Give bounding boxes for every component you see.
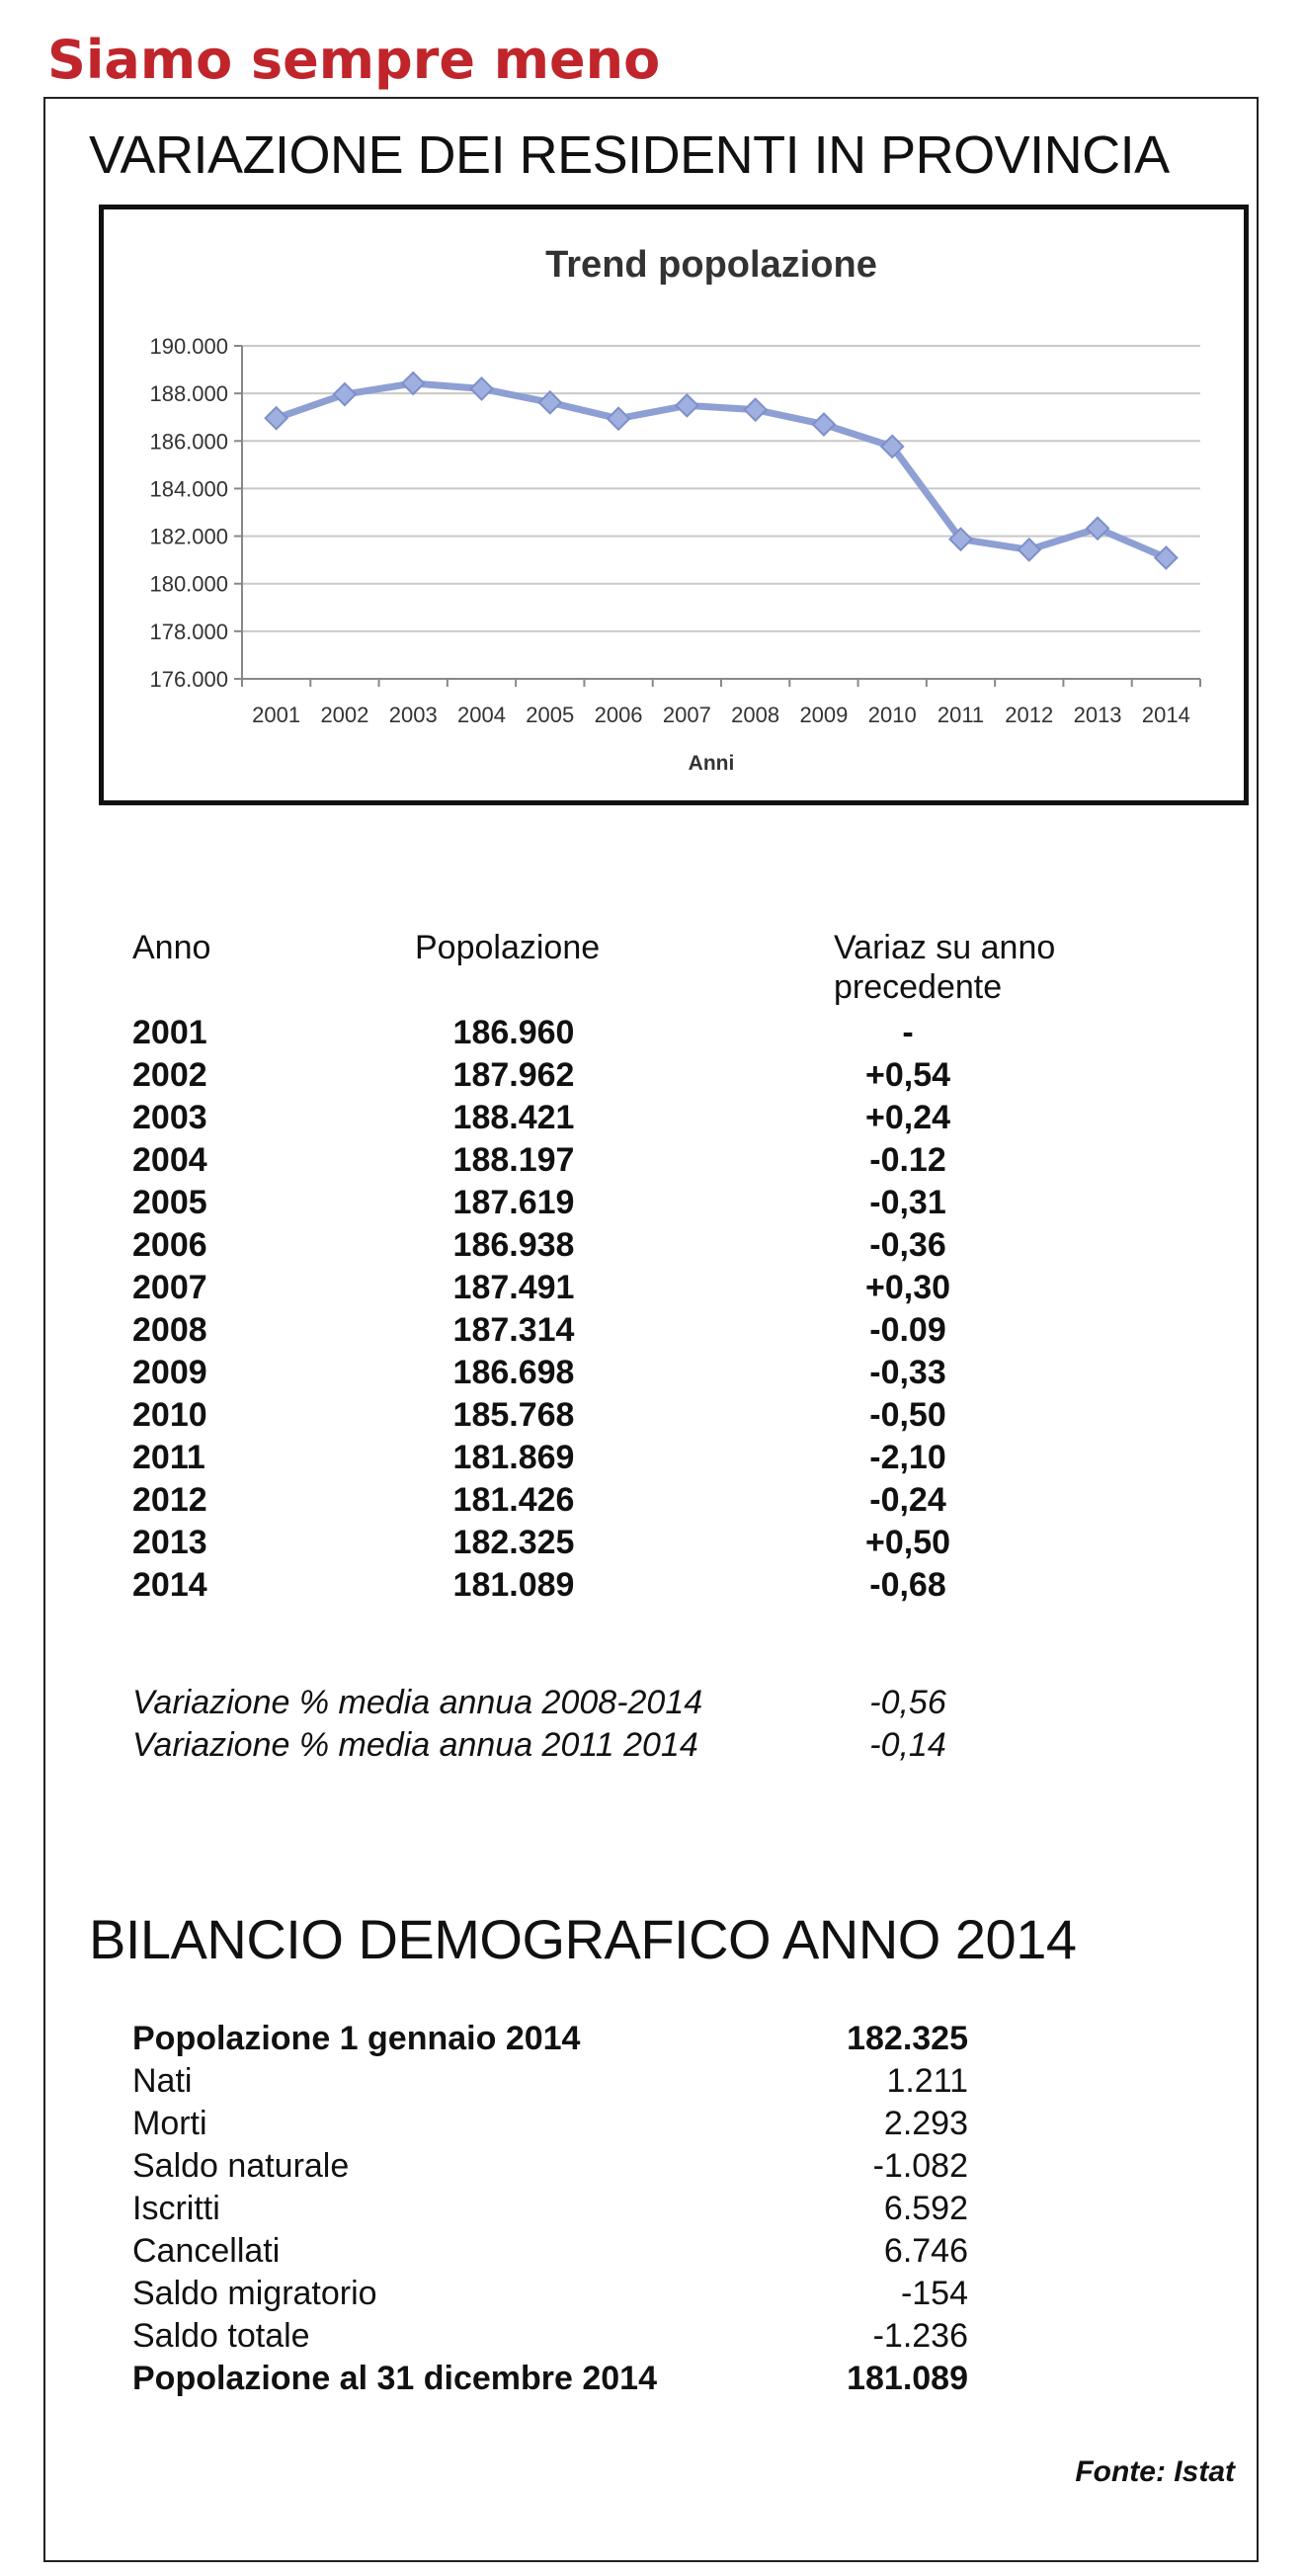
headline: Siamo sempre meno [47, 29, 661, 91]
balance-row [0, 2315, 1304, 2358]
data-point [539, 391, 561, 413]
table-row [0, 1437, 1304, 1479]
y-tick-label: 176.000 [149, 667, 228, 692]
balance-row [0, 2230, 1304, 2273]
cell-year: 2004 [132, 1141, 207, 1179]
balance-value: 6.592 [883, 2190, 968, 2227]
data-point [813, 413, 835, 435]
balance-label: Popolazione 1 gennaio 2014 [132, 2020, 581, 2057]
x-tick-label: 2005 [526, 703, 575, 727]
x-tick-label: 2014 [1141, 703, 1190, 727]
table-row [0, 1054, 1304, 1097]
cell-year: 2005 [132, 1184, 207, 1221]
cell-var: +0,30 [864, 1269, 951, 1306]
average-variation-table [0, 1682, 1304, 1771]
table-row [0, 1479, 1304, 1522]
chart-title: Trend popolazione [545, 244, 877, 286]
balance-label: Nati [132, 2062, 193, 2100]
series-line [277, 383, 1167, 557]
x-tick-label: 2006 [594, 703, 643, 727]
x-tick-label: 2011 [937, 703, 985, 727]
cell-year: 2006 [132, 1226, 207, 1264]
table-row [0, 1012, 1304, 1054]
cell-pop: 186.960 [452, 1014, 575, 1051]
x-tick-label: 2009 [799, 703, 849, 727]
cell-pop: 187.314 [452, 1311, 575, 1349]
cell-var: -0,68 [869, 1566, 946, 1604]
cell-pop: 187.962 [452, 1056, 575, 1094]
table-row [0, 1394, 1304, 1437]
data-point [471, 377, 493, 399]
x-tick-label: 2007 [662, 703, 711, 727]
data-point [1155, 547, 1177, 569]
x-axis-label: Anni [688, 752, 735, 775]
y-tick-label: 188.000 [149, 381, 228, 407]
cell-var: -2,10 [869, 1439, 946, 1476]
table-row [0, 1224, 1304, 1267]
cell-year: 2009 [132, 1354, 207, 1391]
demographic-balance-table [0, 2018, 1304, 2413]
cell-year: 2003 [132, 1099, 207, 1136]
x-tick-label: 2008 [731, 703, 780, 727]
cell-year: 2011 [132, 1439, 205, 1476]
cell-var: -0.09 [869, 1311, 946, 1349]
table-row [0, 1352, 1304, 1394]
chart-svg [104, 209, 1244, 800]
y-tick-label: 186.000 [149, 429, 228, 455]
x-tick-label: 2002 [320, 703, 369, 727]
average-row [0, 1682, 1304, 1724]
balance-value: 1.211 [886, 2062, 968, 2100]
y-tick-label: 180.000 [149, 571, 228, 597]
cell-year: 2012 [132, 1481, 207, 1519]
y-tick-label: 182.000 [149, 524, 228, 549]
balance-value: -1.236 [872, 2317, 968, 2355]
table-row [0, 1564, 1304, 1607]
average-label: Variazione % media annua 2011 2014 [132, 1726, 698, 1764]
balance-label: Saldo naturale [132, 2147, 350, 2185]
balance-label: Popolazione al 31 dicembre 2014 [132, 2360, 658, 2397]
balance-value: 2.293 [883, 2105, 968, 2142]
cell-var: -0.12 [869, 1141, 946, 1179]
source-note: Fonte: Istat [1075, 2455, 1235, 2488]
balance-value: -1.082 [872, 2147, 968, 2185]
cell-pop: 188.197 [452, 1141, 575, 1179]
cell-year: 2010 [132, 1396, 207, 1434]
data-point [402, 373, 424, 394]
cell-var: - [902, 1014, 914, 1051]
cell-var: -0,31 [869, 1184, 946, 1221]
cell-pop: 181.426 [452, 1481, 575, 1519]
cell-pop: 187.491 [452, 1269, 575, 1306]
cell-year: 2002 [132, 1056, 207, 1094]
x-tick-label: 2004 [457, 703, 506, 727]
balance-label: Morti [132, 2105, 207, 2142]
section-title-residents: VARIAZIONE DEI RESIDENTI IN PROVINCIA [89, 125, 1170, 185]
table-header-year: Anno [132, 929, 211, 966]
x-tick-label: 2010 [867, 703, 917, 727]
balance-value: 182.325 [847, 2020, 968, 2057]
average-value: -0,56 [869, 1684, 946, 1721]
table-header-population: Popolazione [415, 929, 601, 966]
balance-row [0, 2188, 1304, 2230]
cell-var: +0,50 [864, 1524, 951, 1561]
cell-pop: 185.768 [452, 1396, 575, 1434]
cell-year: 2014 [132, 1566, 207, 1604]
average-row [0, 1724, 1304, 1767]
balance-row [0, 2273, 1304, 2315]
y-tick-label: 184.000 [149, 476, 228, 502]
balance-row [0, 2060, 1304, 2103]
table-row [0, 1267, 1304, 1309]
balance-label: Saldo totale [132, 2317, 310, 2355]
cell-year: 2001 [132, 1014, 207, 1051]
balance-row [0, 2018, 1304, 2060]
cell-pop: 182.325 [452, 1524, 575, 1561]
table-header-variation: Variaz su anno [834, 929, 1056, 966]
table-header-variation-line2: precedente [834, 968, 1003, 1006]
cell-pop: 186.698 [452, 1354, 575, 1391]
cell-var: -0,24 [869, 1481, 946, 1519]
cell-pop: 188.421 [452, 1099, 575, 1136]
cell-pop: 181.089 [452, 1566, 575, 1604]
table-row [0, 1522, 1304, 1564]
table-row [0, 1182, 1304, 1224]
balance-label: Iscritti [132, 2190, 220, 2227]
x-tick-label: 2003 [388, 703, 438, 727]
data-point [608, 408, 629, 430]
cell-pop: 186.938 [452, 1226, 575, 1264]
cell-var: -0,50 [869, 1396, 946, 1434]
cell-year: 2013 [132, 1524, 207, 1561]
balance-row [0, 2103, 1304, 2145]
table-row [0, 1309, 1304, 1352]
y-tick-label: 190.000 [149, 334, 228, 359]
x-tick-label: 2013 [1073, 703, 1122, 727]
x-tick-label: 2001 [252, 703, 301, 727]
balance-label: Saldo migratorio [132, 2275, 377, 2312]
cell-year: 2007 [132, 1269, 207, 1306]
x-tick-label: 2012 [1005, 703, 1054, 727]
data-point [1019, 539, 1040, 560]
data-point [334, 383, 356, 405]
balance-value: 181.089 [847, 2360, 968, 2397]
population-trend-chart [99, 205, 1249, 805]
balance-label: Cancellati [132, 2232, 281, 2270]
table-row [0, 1097, 1304, 1139]
population-table [0, 1012, 1304, 1624]
balance-value: -154 [900, 2275, 968, 2312]
average-label: Variazione % media annua 2008-2014 [132, 1684, 703, 1721]
balance-value: 6.746 [883, 2232, 968, 2270]
cell-var: -0,36 [869, 1226, 946, 1264]
balance-row [0, 2358, 1304, 2400]
balance-row [0, 2145, 1304, 2188]
cell-pop: 181.869 [452, 1439, 575, 1476]
y-tick-label: 178.000 [149, 619, 228, 644]
cell-var: -0,33 [869, 1354, 946, 1391]
average-value: -0,14 [869, 1726, 946, 1764]
data-point [676, 394, 697, 416]
data-point [745, 399, 767, 421]
data-point [266, 407, 287, 429]
cell-var: +0,24 [864, 1099, 951, 1136]
cell-var: +0,54 [864, 1056, 951, 1094]
cell-year: 2008 [132, 1311, 207, 1349]
cell-pop: 187.619 [452, 1184, 575, 1221]
section-title-balance: BILANCIO DEMOGRAFICO ANNO 2014 [89, 1908, 1077, 1970]
table-row [0, 1139, 1304, 1182]
